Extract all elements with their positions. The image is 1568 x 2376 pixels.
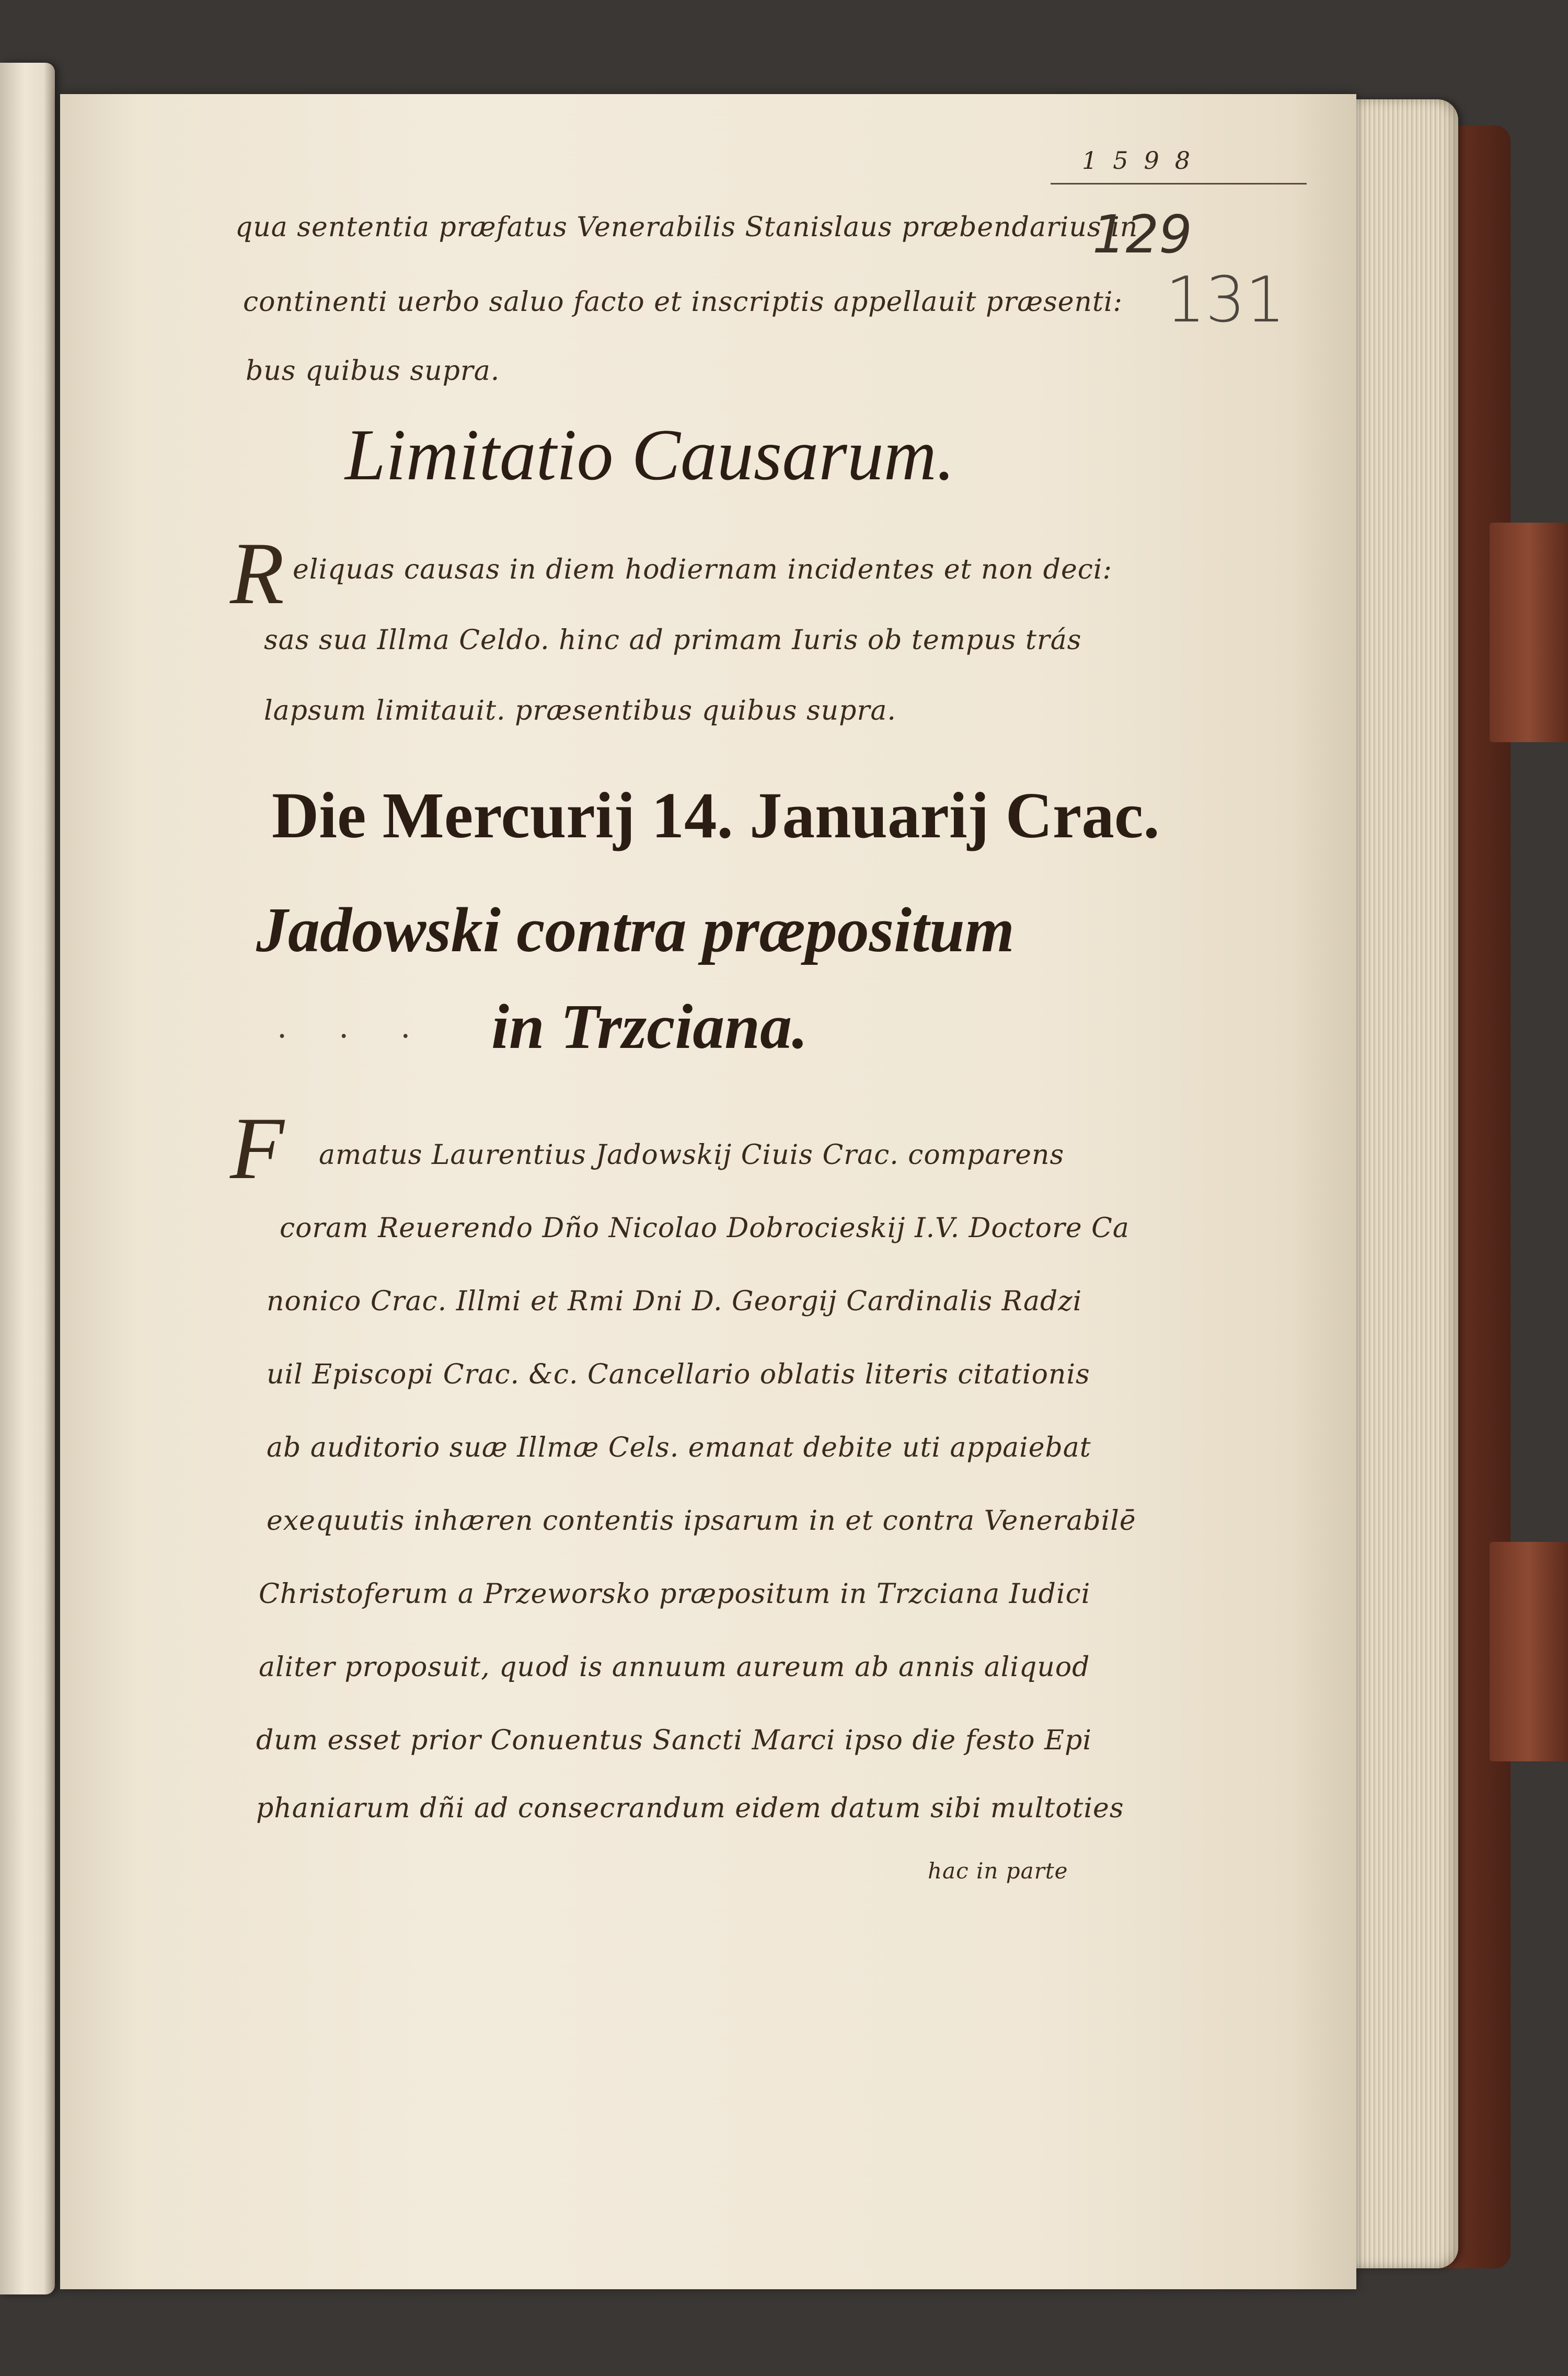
left-page-edge	[0, 63, 55, 2294]
text-line: phaniarum dñi ad consecrandum eidem datum sibi multoties	[256, 1793, 1124, 1824]
text-line: qua sententia præfatus Venerabilis Stanislaus præbendarius in	[235, 212, 1138, 243]
case-heading: Jadowski contra præpositum	[256, 895, 1014, 965]
decorated-initial: R	[230, 524, 284, 622]
text-line: amatus Laurentius Jadowskij Ciuis Crac. comparens	[319, 1139, 1065, 1171]
new-folio-number: 131	[1166, 264, 1286, 337]
text-line: continenti uerbo saluo facto et inscriptis appellauit præsenti:	[243, 286, 1123, 318]
decorated-initial: F	[230, 1099, 284, 1197]
text-line: aliter proposuit, quod is annuum aureum ab annis aliquod	[259, 1652, 1090, 1683]
text-line: uil Episcopi Crac. &c. Cancellario oblatis literis citationis	[267, 1359, 1090, 1390]
case-heading: in Trzciana.	[491, 991, 808, 1062]
text-line: eliquas causas in diem hodiernam incidentes et non deci:	[293, 554, 1113, 585]
cover-strap	[1490, 523, 1568, 742]
text-line: nonico Crac. Illmi et Rmi Dni D. Georgij Cardinalis Radzi	[267, 1286, 1082, 1317]
old-folio-number: 129	[1092, 204, 1192, 265]
folio-year: 1598	[1082, 146, 1206, 175]
cover-strap	[1490, 1542, 1568, 1761]
catchword: hac in parte	[928, 1858, 1068, 1884]
section-heading: Limitatio Causarum.	[345, 414, 955, 495]
text-line: coram Reuerendo Dño Nicolao Dobrocieskij I.V. Doctore Ca	[280, 1213, 1129, 1244]
text-line: exequutis inhæren contentis ipsarum in et contra Venerabilē	[267, 1505, 1136, 1537]
text-line: sas sua Illma Celdo. hinc ad primam Iuris ob tempus trás	[264, 625, 1082, 656]
text-line: ab auditorio suæ Illmæ Cels. emanat debite uti appaiebat	[267, 1432, 1091, 1463]
text-line: bus quibus supra.	[246, 355, 500, 387]
decorative-dots: . . .	[277, 1009, 432, 1045]
text-line: lapsum limitauit. præsentibus quibus supra.	[264, 695, 896, 726]
text-line: dum esset prior Conuentus Sancti Marci ipso die festo Epi	[256, 1725, 1092, 1756]
folio-rule	[1051, 183, 1307, 184]
date-heading: Die Mercurij 14. Januarij Crac.	[272, 780, 1160, 852]
text-line: Christoferum a Przeworsko præpositum in Trzciana Iudici	[259, 1578, 1091, 1610]
